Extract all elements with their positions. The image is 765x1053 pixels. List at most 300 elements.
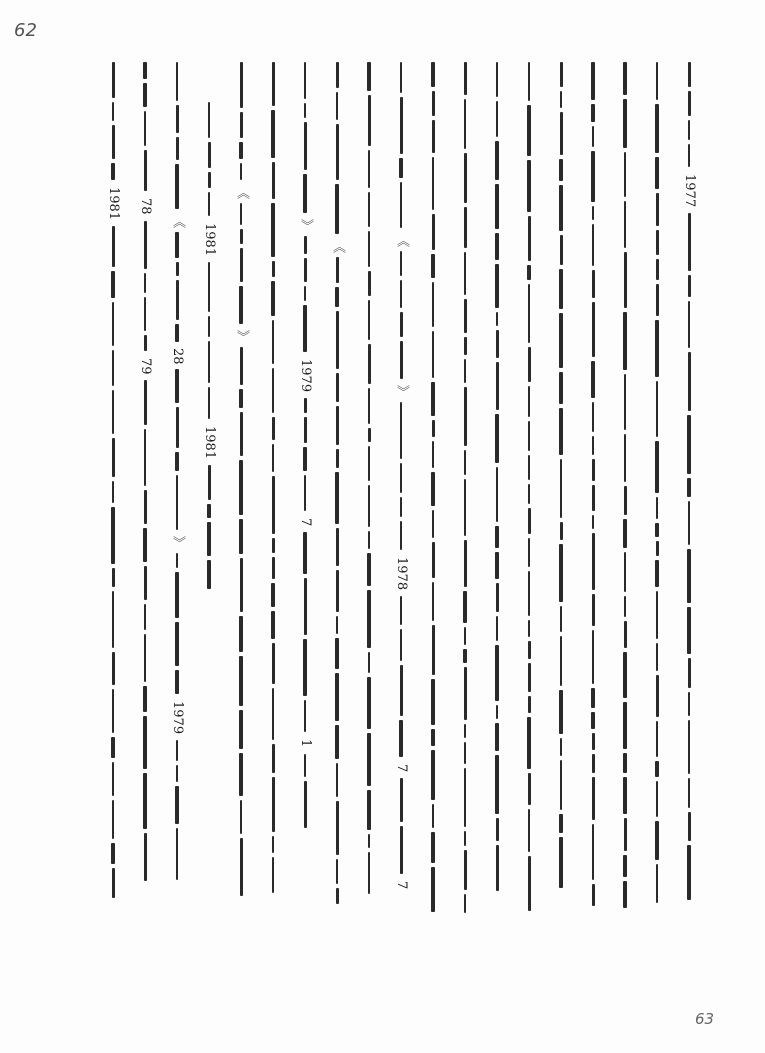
- script-word: [528, 484, 530, 504]
- script-word: [208, 192, 210, 216]
- script-word: [624, 596, 626, 617]
- script-word: [687, 607, 691, 654]
- script-word: [688, 275, 691, 297]
- script-word: [304, 475, 306, 511]
- script-word: [176, 62, 178, 101]
- script-word: [176, 475, 178, 530]
- script-word: [655, 523, 659, 537]
- script-word: [304, 122, 307, 170]
- script-word: [688, 352, 691, 411]
- script-word: [464, 207, 467, 248]
- script-word: [240, 412, 243, 456]
- script-word: [336, 62, 339, 88]
- script-word: [432, 120, 435, 153]
- script-word: [208, 341, 210, 383]
- script-word: [304, 236, 307, 254]
- script-word: [144, 335, 147, 351]
- script-word: [144, 566, 147, 600]
- bracket-mark: 《: [234, 186, 249, 199]
- script-word: [431, 750, 435, 800]
- script-word: [367, 553, 371, 586]
- script-word: [528, 856, 531, 911]
- script-word: [560, 62, 563, 87]
- script-word: [143, 62, 147, 79]
- script-word: [528, 538, 530, 567]
- script-word: [688, 213, 691, 271]
- script-word: [623, 62, 627, 95]
- script-word: [528, 663, 531, 692]
- script-word: [144, 833, 147, 881]
- script-word: [112, 800, 114, 839]
- script-word: [112, 102, 114, 121]
- inline-number: 79: [138, 357, 153, 375]
- script-word: [304, 286, 306, 301]
- script-word: [464, 768, 466, 827]
- inline-number: 1: [298, 739, 313, 748]
- script-word: [272, 368, 274, 413]
- script-word: [592, 884, 595, 906]
- script-word: [272, 836, 274, 853]
- script-word: [559, 837, 563, 888]
- script-word: [560, 522, 563, 540]
- script-word: [208, 387, 210, 419]
- script-word: [208, 316, 210, 337]
- script-word: [464, 252, 466, 295]
- script-word: [464, 479, 466, 536]
- script-word: [656, 541, 659, 556]
- script-word: [464, 724, 466, 738]
- script-word: [464, 299, 467, 333]
- script-word: [304, 417, 307, 443]
- script-word: [143, 686, 147, 712]
- script-word: [240, 229, 243, 244]
- script-word: [559, 159, 563, 181]
- script-word: [176, 407, 179, 448]
- script-word: [143, 773, 147, 829]
- script-word: [656, 675, 659, 717]
- script-word: [368, 231, 370, 267]
- script-word: [591, 151, 595, 202]
- script-word: [528, 571, 530, 616]
- script-word: [559, 372, 563, 404]
- script-word: [176, 105, 179, 133]
- script-word: [464, 153, 467, 203]
- script-word: [304, 258, 307, 282]
- script-word: [176, 765, 178, 782]
- script-word: [336, 801, 339, 855]
- script-word: [367, 677, 371, 729]
- script-word: [592, 733, 595, 750]
- inline-number: 1981: [202, 223, 217, 257]
- page-number-top: 62: [14, 20, 37, 41]
- text-line: [200, 62, 218, 593]
- script-word: [112, 302, 114, 346]
- script-word: [432, 282, 434, 327]
- script-word: [495, 723, 499, 751]
- script-word: [432, 91, 435, 116]
- script-word: [624, 152, 626, 197]
- script-word: [656, 864, 658, 903]
- text-line: [648, 62, 666, 907]
- script-word: [656, 591, 658, 639]
- script-word: [271, 203, 275, 257]
- script-word: [496, 845, 499, 891]
- script-word: [304, 781, 307, 828]
- script-word: [528, 284, 530, 343]
- script-word: [271, 110, 275, 158]
- script-word: [112, 868, 115, 898]
- script-word: [399, 720, 403, 757]
- script-word: [368, 95, 371, 146]
- script-word: [591, 712, 595, 729]
- script-word: [336, 311, 339, 369]
- script-word: [528, 641, 531, 659]
- script-word: [592, 206, 594, 220]
- script-word: [112, 481, 114, 503]
- script-word: [464, 337, 467, 355]
- script-word: [688, 692, 690, 716]
- script-word: [464, 387, 467, 446]
- text-line: [552, 62, 570, 892]
- script-word: [495, 414, 499, 463]
- script-word: [527, 265, 531, 280]
- script-word: [432, 625, 435, 675]
- script-word: [208, 172, 211, 188]
- script-word: [208, 102, 210, 138]
- script-word: [272, 557, 275, 579]
- script-word: [368, 652, 370, 673]
- script-word: [112, 652, 115, 685]
- script-word: [496, 330, 499, 358]
- script-word: [368, 150, 370, 188]
- script-word: [592, 270, 595, 298]
- script-word: [208, 465, 211, 500]
- script-word: [144, 221, 147, 269]
- script-word: [112, 350, 114, 386]
- text-line: [104, 62, 122, 902]
- script-word: [400, 97, 403, 154]
- script-word: [368, 446, 370, 481]
- script-word: [688, 658, 691, 688]
- script-word: [367, 62, 371, 91]
- script-word: [400, 778, 403, 822]
- script-word: [111, 843, 115, 864]
- script-word: [560, 459, 562, 518]
- script-word: [335, 638, 339, 669]
- script-word: [175, 786, 179, 824]
- script-word: [144, 604, 146, 630]
- script-word: [144, 380, 147, 425]
- script-word: [432, 510, 434, 538]
- script-word: [176, 828, 178, 880]
- script-word: [495, 233, 499, 260]
- script-word: [432, 542, 435, 578]
- script-word: [400, 665, 403, 716]
- script-word: [144, 111, 146, 146]
- text-line: [520, 62, 538, 915]
- script-word: [368, 485, 370, 527]
- script-word: [496, 705, 498, 719]
- script-word: [368, 300, 370, 340]
- script-word: [367, 733, 371, 786]
- script-word: [464, 62, 467, 95]
- script-word: [335, 472, 339, 524]
- script-word: [464, 540, 467, 587]
- script-word: [112, 689, 114, 733]
- script-word: [528, 773, 531, 805]
- script-word: [207, 504, 211, 518]
- script-word: [208, 142, 211, 168]
- script-word: [272, 744, 275, 773]
- script-word: [336, 763, 338, 797]
- script-word: [528, 421, 530, 451]
- script-word: [335, 287, 339, 307]
- bracket-mark: 《: [170, 215, 185, 228]
- script-word: [496, 62, 498, 97]
- script-word: [368, 531, 370, 549]
- script-word: [592, 459, 595, 481]
- inline-number: 1979: [298, 359, 313, 393]
- script-word: [336, 859, 338, 884]
- script-word: [143, 83, 147, 107]
- inline-number: 1979: [170, 700, 185, 734]
- script-word: [368, 192, 370, 227]
- script-word: [175, 670, 179, 694]
- script-word: [400, 497, 402, 517]
- script-word: [464, 742, 466, 764]
- script-word: [687, 549, 691, 603]
- script-word: [624, 252, 627, 308]
- script-word: [496, 818, 499, 841]
- script-word: [336, 616, 338, 634]
- script-word: [591, 361, 595, 398]
- inline-number: 78: [138, 198, 153, 215]
- script-word: [592, 533, 595, 590]
- script-word: [400, 280, 402, 308]
- script-word: [336, 373, 339, 402]
- script-word: [143, 716, 147, 769]
- script-word: [400, 402, 402, 459]
- script-word: [175, 324, 179, 342]
- script-word: [175, 232, 179, 258]
- script-word: [624, 552, 626, 592]
- script-word: [111, 271, 115, 298]
- text-line: [328, 62, 346, 908]
- script-word: [240, 347, 243, 385]
- script-word: [431, 254, 435, 278]
- script-word: [528, 620, 530, 637]
- script-word: [336, 257, 339, 283]
- script-word: [368, 852, 370, 894]
- script-word: [400, 596, 402, 625]
- script-word: [432, 420, 435, 437]
- script-word: [688, 120, 690, 140]
- script-word: [528, 216, 531, 261]
- script-word: [112, 568, 115, 587]
- script-word: [688, 301, 690, 348]
- script-word: [528, 455, 530, 480]
- text-line: [392, 62, 410, 896]
- script-word: [176, 280, 179, 320]
- script-word: [144, 634, 146, 682]
- script-word: [112, 226, 115, 267]
- script-word: [464, 359, 466, 383]
- script-word: [367, 790, 371, 830]
- script-word: [656, 259, 659, 280]
- script-word: [400, 312, 403, 337]
- script-word: [496, 583, 499, 612]
- script-word: [656, 193, 659, 226]
- script-word: [560, 235, 563, 265]
- script-word: [688, 91, 691, 116]
- script-word: [496, 467, 498, 522]
- script-word: [687, 845, 691, 900]
- script-word: [559, 690, 563, 734]
- script-word: [656, 643, 658, 671]
- script-word: [400, 341, 403, 379]
- script-word: [560, 738, 562, 756]
- script-word: [271, 611, 275, 639]
- script-word: [112, 438, 115, 477]
- script-word: [431, 62, 435, 87]
- script-word: [239, 460, 243, 515]
- script-word: [239, 753, 243, 796]
- script-word: [528, 696, 531, 713]
- inline-number: 7: [394, 764, 409, 773]
- script-word: [367, 590, 371, 648]
- script-word: [239, 142, 243, 159]
- script-word: [559, 269, 563, 309]
- script-word: [272, 857, 274, 893]
- script-word: [463, 649, 467, 663]
- script-word: [336, 449, 339, 468]
- text-line: [488, 62, 506, 895]
- text-line: [296, 62, 314, 832]
- script-word: [464, 831, 466, 846]
- script-word: [144, 150, 147, 191]
- script-word: [560, 636, 562, 686]
- script-word: [624, 201, 626, 248]
- script-word: [528, 62, 530, 101]
- script-word: [656, 721, 658, 757]
- script-word: [240, 248, 243, 282]
- script-word: [560, 760, 562, 810]
- script-word: [368, 344, 371, 384]
- script-word: [560, 91, 562, 108]
- script-word: [303, 447, 307, 471]
- text-line: [360, 62, 378, 898]
- script-word: [240, 838, 243, 896]
- script-word: [688, 62, 691, 87]
- script-word: [144, 429, 146, 486]
- script-word: [432, 157, 434, 210]
- script-word: [656, 62, 658, 100]
- script-word: [624, 486, 627, 515]
- script-word: [432, 214, 435, 250]
- inline-number: 7: [394, 881, 409, 890]
- script-word: [111, 737, 115, 758]
- script-word: [624, 434, 626, 482]
- script-word: [560, 112, 563, 155]
- script-word: [655, 441, 659, 493]
- script-word: [591, 104, 595, 122]
- script-word: [687, 478, 691, 497]
- script-word: [400, 826, 403, 874]
- script-word: [304, 103, 306, 118]
- script-word: [240, 163, 242, 180]
- script-word: [207, 522, 211, 556]
- script-word: [336, 92, 338, 120]
- script-word: [623, 312, 627, 370]
- text-line: [168, 62, 186, 884]
- script-word: [368, 834, 370, 848]
- script-word: [656, 284, 659, 316]
- bracket-mark: 《: [394, 234, 409, 247]
- script-word: [144, 297, 146, 331]
- script-word: [175, 369, 179, 403]
- script-word: [560, 606, 562, 632]
- bracket-mark: 》: [394, 385, 409, 398]
- script-word: [272, 62, 275, 106]
- script-word: [144, 273, 146, 293]
- inline-number: 7: [298, 518, 313, 527]
- script-word: [559, 408, 563, 455]
- script-word: [688, 812, 691, 841]
- script-word: [655, 320, 659, 377]
- script-word: [431, 679, 435, 725]
- script-word: [304, 398, 307, 413]
- script-word: [624, 374, 626, 430]
- script-word: [624, 621, 627, 648]
- script-word: [208, 262, 210, 312]
- text-line: [136, 62, 154, 885]
- script-word: [528, 809, 530, 852]
- script-word: [176, 137, 179, 160]
- script-word: [239, 286, 243, 324]
- script-word: [303, 639, 307, 696]
- script-word: [464, 627, 466, 645]
- script-word: [496, 616, 498, 641]
- script-word: [623, 99, 627, 148]
- script-word: [176, 740, 178, 761]
- script-word: [335, 725, 339, 759]
- script-word: [272, 538, 275, 553]
- script-word: [623, 881, 627, 908]
- script-word: [464, 850, 467, 890]
- script-word: [592, 594, 595, 626]
- script-word: [624, 818, 627, 851]
- script-word: [272, 688, 274, 740]
- script-word: [303, 174, 307, 213]
- script-word: [112, 591, 114, 648]
- script-word: [559, 814, 563, 833]
- script-word: [207, 560, 211, 589]
- script-word: [528, 508, 531, 534]
- script-word: [592, 515, 594, 529]
- script-word: [559, 544, 563, 602]
- bracket-mark: 》: [234, 330, 249, 343]
- script-word: [495, 526, 499, 548]
- script-word: [655, 560, 659, 587]
- script-word: [592, 754, 595, 773]
- script-word: [335, 673, 339, 721]
- script-word: [240, 112, 243, 138]
- script-word: [336, 570, 339, 612]
- script-word: [623, 519, 627, 548]
- script-word: [175, 622, 179, 666]
- script-word: [112, 62, 115, 98]
- script-word: [143, 528, 147, 562]
